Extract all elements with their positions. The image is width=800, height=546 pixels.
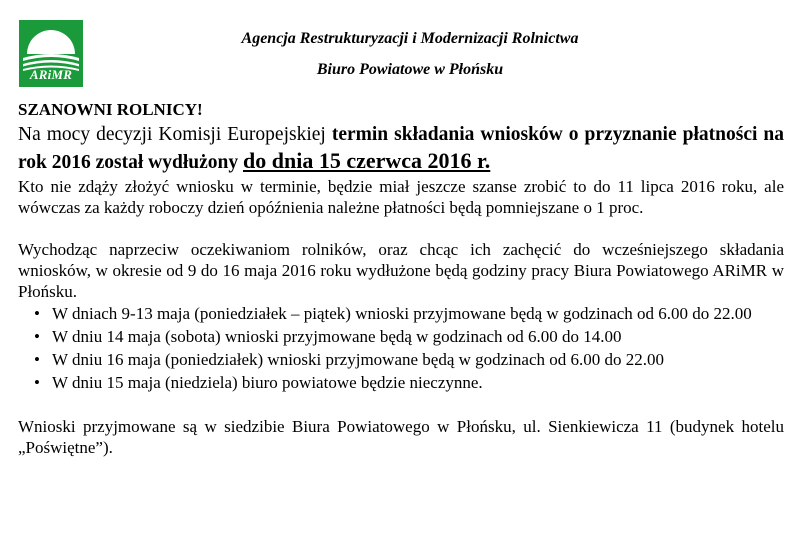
lead-plain: Na mocy decyzji Komisji Europejskiej (18, 124, 332, 145)
list-item: • W dniach 9-13 maja (poniedziałek – piątek) wnioski przyjmowane będą w godzinach od 6.00 do 22.00 (18, 303, 784, 324)
list-item: • W dniu 15 maja (niedziela) biuro powiatowe będzie nieczynne. (18, 372, 784, 393)
greeting: SZANOWNI ROLNICY! (18, 100, 203, 119)
lead-paragraph (18, 122, 784, 176)
list-item: • W dniu 14 maja (sobota) wnioski przyjmowane będą w godzinach od 6.00 do 14.00 (18, 326, 784, 347)
agency-name: Agencja Restrukturyzacji i Modernizacji Rolnictwa (241, 30, 579, 47)
paragraph-extended-hours: Wychodząc naprzeciw oczekiwaniom rolników, oraz chcąc ich zachęcić do wcześniejszego składania wniosków, w okresie od 9 do 16 maja 2016 roku wydłużone będą godziny pracy Biura Powiatowego ARiMR w Płońsku. (18, 240, 784, 301)
spacer (18, 218, 784, 239)
arimr-logo (19, 20, 83, 87)
notice-body (18, 99, 784, 458)
list-item: • W dniu 16 maja (poniedziałek) wnioski przyjmowane będą w godzinach od 6.00 do 22.00 (18, 349, 784, 370)
hours-list (18, 303, 784, 393)
deadline: do dnia 15 czerwca 2016 r. (243, 148, 491, 173)
spacer (18, 395, 784, 416)
paragraph-location: Wnioski przyjmowane są w siedzibie Biura Powiatowego w Płońsku, ul. Sienkiewicza 11 (budynek hotelu „Poświętne”). (18, 417, 784, 457)
paragraph-late-submission: Kto nie zdąży złożyć wniosku w terminie, będzie miał jeszcze szanse zrobić to do 11 lipca 2016 roku, ale wówczas za każdy roboczy dzień opóźnienia należne płatności będą pomniejszane o 1 proc. (18, 177, 784, 217)
office-name: Biuro Powiatowe w Płońsku (316, 61, 504, 78)
logo-text: ARiMR (29, 67, 73, 82)
lead-bold: termin składania wniosków o przyznanie płatności na rok 2016 został wydłużony (18, 124, 784, 173)
